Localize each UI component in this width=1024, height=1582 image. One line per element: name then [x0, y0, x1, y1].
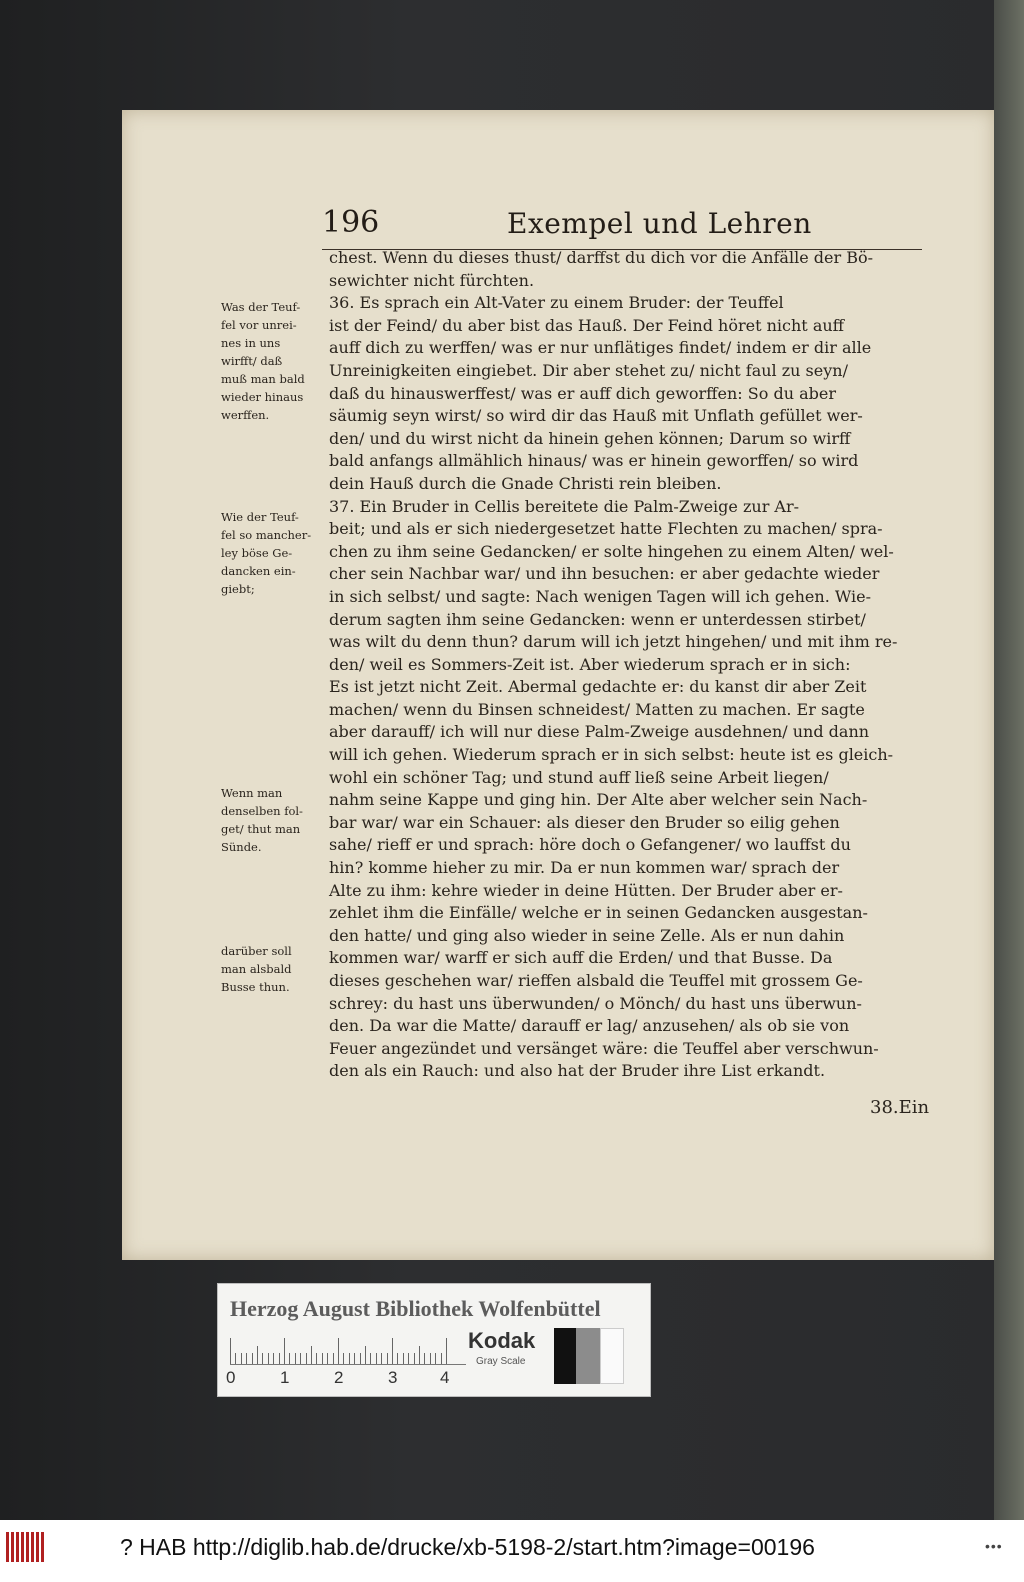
text-line: auff dich zu werffen/ was er nur unflätiges findet/ indem er dir alle [329, 338, 872, 358]
ruler-label: 0 [226, 1368, 236, 1387]
page-number: 196 [322, 205, 380, 240]
running-head: Exempel und Lehren [507, 207, 812, 240]
kodak-logo: Kodak [468, 1328, 536, 1353]
ruler-tick [230, 1338, 231, 1364]
text-line: in sich selbst/ und sagte: Nach wenigen Tagen will ich gehen. Wie- [329, 586, 872, 606]
text-line: wohl ein schöner Tag; und stund auff ließ seine Arbeit liegen/ [329, 767, 829, 787]
ruler-tick [370, 1353, 371, 1364]
ruler-tick [387, 1353, 388, 1364]
text-line: nahm seine Kappe und ging hin. Der Alte aber welcher sein Nach- [329, 790, 868, 810]
text-line: den/ und du wirst nicht da hinein gehen können; Darum so wirff [329, 428, 851, 448]
gray-swatch [576, 1328, 600, 1384]
text-line: beit; und als er sich niedergesetzet hatte Flechten zu machen/ spra- [329, 519, 883, 539]
text-line: den. Da war die Matte/ darauff er lag/ anzusehen/ als ob sie von [329, 1016, 850, 1036]
text-line: den hatte/ und ging also wieder in seine Zelle. Als er nun dahin [329, 925, 845, 945]
ruler-label: 3 [388, 1368, 398, 1387]
gloss-line: Sünde. [221, 840, 262, 854]
text-line: chen zu ihm seine Gedancken/ er solte hingehen zu einem Alten/ wel- [329, 541, 894, 561]
text-line: cher sein Nachbar war/ und ihn besuchen: er aber gedachte wieder [329, 564, 880, 584]
ruler-tick [435, 1353, 436, 1364]
text-line: aber darauff/ ich will nur diese Palm-Zweige ausdehnen/ und dann [329, 722, 870, 742]
ruler-tick [273, 1353, 274, 1364]
text-line: hin? komme hieher zu mir. Da er nun kommen war/ sprach der [329, 858, 840, 878]
ruler-tick [333, 1353, 334, 1364]
text-line: will ich gehen. Wiederum sprach er in sich selbst: heute ist es gleich- [329, 745, 894, 765]
text-line: den als ein Rauch: und also hat der Bruder ihre List erkandt. [329, 1061, 826, 1081]
ruler-tick [322, 1353, 323, 1364]
gloss-line: ley böse Ge- [221, 546, 293, 560]
scan-edge [994, 0, 1024, 1520]
gloss-line: Wie der Teuf- [221, 510, 299, 524]
text-line: kommen war/ warff er sich auff die Erden/ und that Busse. Da [329, 948, 833, 968]
ruler-tick [316, 1353, 317, 1364]
gloss-line: get/ thut man [221, 822, 301, 836]
gloss-line: wirfft/ daß [221, 354, 283, 368]
ruler-tick [338, 1338, 339, 1364]
ruler-tick [381, 1353, 382, 1364]
text-line: Unreinigkeiten eingiebet. Dir aber stehet zu/ nicht faul zu seyn/ [329, 360, 848, 380]
text-line: den/ weil es Sommers-Zeit ist. Aber wiederum sprach er in sich: [329, 654, 851, 674]
margin-gloss-2 [221, 508, 329, 598]
text-line: Feuer angezündet und versänget wäre: die Teuffel aber verschwun- [329, 1038, 879, 1058]
ruler-tick [349, 1353, 350, 1364]
ruler-tick [295, 1353, 296, 1364]
catchword: 38.Ein [870, 1097, 930, 1118]
body-text [329, 247, 929, 1083]
black-swatch [554, 1328, 576, 1384]
text-line: 36. Es sprach ein Alt-Vater zu einem Bruder: der Teuffel [329, 293, 784, 313]
gloss-line: darüber soll [221, 944, 292, 958]
ruler-tick [284, 1338, 285, 1364]
ruler-tick [424, 1353, 425, 1364]
ruler-tick [392, 1338, 393, 1364]
ruler-tick [446, 1338, 447, 1364]
ruler-tick [268, 1353, 269, 1364]
ruler-tick [311, 1346, 312, 1364]
gloss-line: Wenn man [221, 786, 283, 800]
footer-bar [0, 1520, 1024, 1582]
margin-gloss-1 [221, 298, 329, 424]
text-line: sahe/ rieff er und sprach: höre doch o Gefangener/ wo lauffst du [329, 835, 851, 855]
ruler-tick [241, 1353, 242, 1364]
ruler-tick [441, 1353, 442, 1364]
gloss-line: werffen. [221, 408, 270, 422]
gloss-line: giebt; [221, 582, 255, 596]
ruler-tick [235, 1353, 236, 1364]
text-line: machen/ wenn du Binsen schneidest/ Matten zu machen. Er sagte [329, 699, 865, 719]
gloss-line: denselben fol- [221, 804, 303, 818]
gloss-line: wieder hinaus [221, 390, 304, 404]
margin-gloss-3 [221, 784, 329, 856]
ruler-tick [365, 1346, 366, 1364]
ruler-tick [252, 1353, 253, 1364]
scale-ruler [230, 1334, 466, 1365]
text-line: zehlet ihm die Einfälle/ welche er in seinen Gedancken ausgestan- [329, 903, 868, 923]
ruler-tick [289, 1353, 290, 1364]
ruler-tick [262, 1353, 263, 1364]
page-header [322, 205, 922, 250]
white-swatch [600, 1328, 624, 1384]
ruler-label: 4 [440, 1368, 450, 1387]
gloss-line: muß man bald [221, 372, 305, 386]
text-line: säumig seyn wirst/ so wird dir das Hauß mit Unflath gefüllet wer- [329, 406, 863, 426]
ruler-tick [397, 1353, 398, 1364]
text-line: derum sagten ihm seine Gedancken: wenn er unterdessen stirbet/ [329, 609, 866, 629]
ruler-tick [246, 1353, 247, 1364]
ruler-tick [403, 1353, 404, 1364]
ruler-tick [257, 1346, 258, 1364]
gloss-line: man alsbald [221, 962, 292, 976]
ruler-tick [408, 1353, 409, 1364]
gray-scale-label: Gray Scale [476, 1356, 526, 1367]
text-line: chest. Wenn du dieses thust/ darffst du dich vor die Anfälle der Bö- [329, 248, 873, 267]
gloss-line: nes in uns [221, 336, 281, 350]
ruler-tick [279, 1353, 280, 1364]
text-line: 37. Ein Bruder in Cellis bereitete die Palm-Zweige zur Ar- [329, 496, 800, 516]
text-line: was wilt du denn thun? darum will ich jetzt hingehen/ und mit ihm re- [329, 632, 898, 652]
ruler-tick [419, 1346, 420, 1364]
ruler-tick [354, 1353, 355, 1364]
library-name: Herzog August Bibliothek Wolfenbüttel [230, 1296, 601, 1321]
hab-logo-icon [6, 1532, 44, 1562]
gloss-line: dancken ein- [221, 564, 296, 578]
ruler-label: 2 [334, 1368, 344, 1387]
text-line: daß du hinauswerffest/ was er auff dich geworffen: So du aber [329, 383, 836, 403]
text-line: sewichter nicht fürchten. [329, 270, 535, 290]
text-line: Alte zu ihm: kehre wieder in deine Hütten. Der Bruder aber er- [329, 880, 843, 900]
gloss-line: Was der Teuf- [221, 300, 301, 314]
text-line: schrey: du hast uns überwunden/ o Mönch/ du hast uns überwun- [329, 993, 862, 1013]
ruler-tick [376, 1353, 377, 1364]
text-line: ist der Feind/ du aber bist das Hauß. Der Feind höret nicht auff [329, 315, 845, 335]
ruler-tick [414, 1353, 415, 1364]
ruler-tick [430, 1353, 431, 1364]
gloss-line: fel so mancher- [221, 528, 312, 542]
more-menu-icon[interactable]: ••• [985, 1538, 1003, 1554]
gloss-line: fel vor unrei- [221, 318, 297, 332]
text-line: dein Hauß durch die Gnade Christi rein bleiben. [329, 473, 722, 493]
text-line: Es ist jetzt nicht Zeit. Abermal gedachte er: du kanst dir aber Zeit [329, 677, 867, 697]
book-page [122, 110, 994, 1260]
ruler-tick [300, 1353, 301, 1364]
margin-gloss-4 [221, 942, 329, 996]
ruler-tick [306, 1353, 307, 1364]
source-url[interactable]: ? HAB http://diglib.hab.de/drucke/xb-5198-2/start.htm?image=00196 [120, 1534, 815, 1560]
ruler-tick [360, 1353, 361, 1364]
ruler-tick [327, 1353, 328, 1364]
ruler-tick [343, 1353, 344, 1364]
ruler-label: 1 [280, 1368, 290, 1387]
text-line: bald anfangs allmählich hinaus/ was er hinein geworffen/ so wird [329, 451, 859, 471]
text-line: bar war/ war ein Schauer: als dieser den Bruder so eilig gehen [329, 812, 840, 832]
gloss-line: Busse thun. [221, 980, 290, 994]
color-calibration-bar [217, 1283, 651, 1397]
text-line: dieses geschehen war/ rieffen alsbald die Teuffel mit grossem Ge- [329, 971, 863, 990]
